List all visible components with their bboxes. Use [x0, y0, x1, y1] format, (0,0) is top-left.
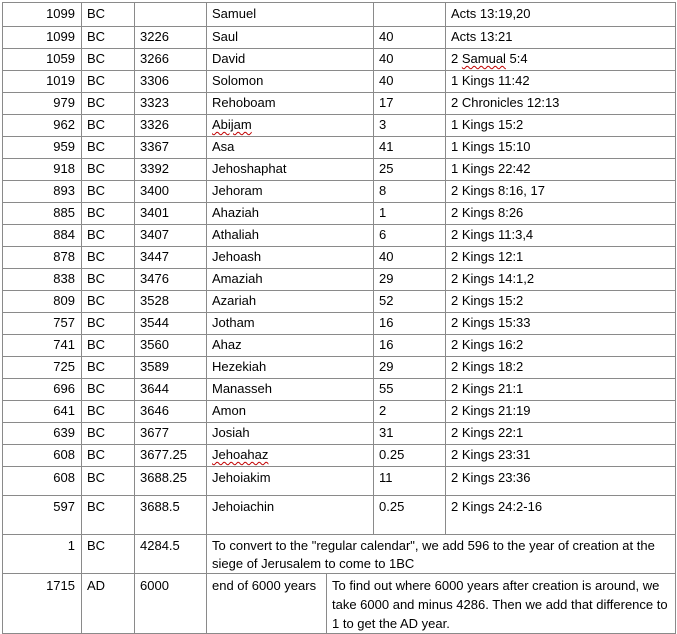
table-row — [3, 291, 676, 313]
reign-years-cell: 29 — [374, 357, 446, 379]
reign-years-cell: 40 — [374, 71, 446, 93]
reign-years-cell: 0.25 — [374, 496, 446, 535]
creation-year-cell: 3323 — [135, 93, 207, 115]
era-cell: BC — [82, 137, 135, 159]
era-cell: BC — [82, 181, 135, 203]
king-name-cell: Samuel — [207, 3, 374, 27]
creation-year-cell: 3400 — [135, 181, 207, 203]
king-name-cell: Ahaz — [207, 335, 374, 357]
creation-year-cell: 3528 — [135, 291, 207, 313]
table-row — [3, 27, 676, 49]
creation-year-cell: 3226 — [135, 27, 207, 49]
scripture-ref-cell: 2 Kings 23:36 — [446, 467, 676, 496]
table-row — [3, 423, 676, 445]
scripture-ref-cell: 2 Kings 16:2 — [446, 335, 676, 357]
year-cell: 885 — [3, 203, 82, 225]
scripture-ref-cell: 2 Kings 11:3,4 — [446, 225, 676, 247]
table-row — [3, 159, 676, 181]
table-row — [3, 467, 676, 496]
scripture-ref-cell: 2 Kings 14:1,2 — [446, 269, 676, 291]
reign-years-cell: 40 — [374, 49, 446, 71]
king-name-cell: Saul — [207, 27, 374, 49]
year-cell: 1019 — [3, 71, 82, 93]
king-name-cell: Jehoshaphat — [207, 159, 374, 181]
year-cell: 741 — [3, 335, 82, 357]
king-name-cell: Amaziah — [207, 269, 374, 291]
scripture-ref-cell: 2 Chronicles 12:13 — [446, 93, 676, 115]
reign-years-cell: 0.25 — [374, 445, 446, 467]
king-name-cell: Hezekiah — [207, 357, 374, 379]
table-row — [3, 181, 676, 203]
era-cell: BC — [82, 225, 135, 247]
creation-year-cell: 3544 — [135, 313, 207, 335]
king-name-cell: Ahaziah — [207, 203, 374, 225]
ad-year-note: To find out where 6000 years after creation is around, we take 6000 and minus 4286. Then we add that difference to 1 to get the AD year. — [327, 574, 676, 634]
scripture-ref-cell: 2 Kings 15:33 — [446, 313, 676, 335]
reign-years-cell: 40 — [374, 27, 446, 49]
era-cell: BC — [82, 27, 135, 49]
year-cell: 725 — [3, 357, 82, 379]
king-name-cell: Azariah — [207, 291, 374, 313]
creation-year-cell: 3677 — [135, 423, 207, 445]
era-cell: BC — [82, 93, 135, 115]
reign-years-cell: 2 — [374, 401, 446, 423]
creation-year-cell: 3367 — [135, 137, 207, 159]
scripture-ref-cell: 2 Kings 8:16, 17 — [446, 181, 676, 203]
era-cell: BC — [82, 313, 135, 335]
king-name-cell: Manasseh — [207, 379, 374, 401]
table-row — [3, 445, 676, 467]
year-cell: 608 — [3, 445, 82, 467]
era-cell: BC — [82, 335, 135, 357]
scripture-ref-cell: 2 Kings 8:26 — [446, 203, 676, 225]
reign-years-cell: 16 — [374, 335, 446, 357]
year-cell: 809 — [3, 291, 82, 313]
year-cell: 959 — [3, 137, 82, 159]
scripture-ref-cell: 2 Kings 21:1 — [446, 379, 676, 401]
year-cell: 639 — [3, 423, 82, 445]
table-row — [3, 71, 676, 93]
scripture-ref-cell: 1 Kings 22:42 — [446, 159, 676, 181]
reign-years-cell: 11 — [374, 467, 446, 496]
year-cell: 918 — [3, 159, 82, 181]
conversion-row — [3, 535, 676, 574]
creation-year-cell: 4284.5 — [135, 535, 207, 574]
table-row — [3, 137, 676, 159]
year-cell: 696 — [3, 379, 82, 401]
king-name-text: Jehoahaz — [212, 447, 269, 462]
scripture-ref-cell: 1 Kings 11:42 — [446, 71, 676, 93]
reign-years-cell: 3 — [374, 115, 446, 137]
era-cell: BC — [82, 269, 135, 291]
scripture-ref-cell — [446, 49, 676, 71]
king-name-cell: Jehoiakim — [207, 467, 374, 496]
reign-years-cell: 41 — [374, 137, 446, 159]
table-row — [3, 401, 676, 423]
year-cell: 1099 — [3, 3, 82, 27]
king-name-cell: Amon — [207, 401, 374, 423]
era-cell: BC — [82, 401, 135, 423]
reign-years-cell: 1 — [374, 203, 446, 225]
reign-years-cell: 52 — [374, 291, 446, 313]
reign-years-cell: 6 — [374, 225, 446, 247]
end-of-years-label: end of 6000 years — [207, 574, 327, 634]
king-name-cell: Jehoiachin — [207, 496, 374, 535]
creation-year-cell: 3392 — [135, 159, 207, 181]
era-cell: BC — [82, 71, 135, 93]
table-row — [3, 313, 676, 335]
king-name-cell — [207, 445, 374, 467]
year-cell: 1 — [3, 535, 82, 574]
year-cell: 597 — [3, 496, 82, 535]
creation-year-cell: 3447 — [135, 247, 207, 269]
king-name-cell: Jotham — [207, 313, 374, 335]
era-cell: BC — [82, 115, 135, 137]
king-name-cell — [207, 115, 374, 137]
era-cell: BC — [82, 379, 135, 401]
table-row — [3, 203, 676, 225]
conversion-note: To convert to the "regular calendar", we add 596 to the year of creation at the siege of Jerusalem to come to 1BC — [207, 535, 676, 574]
king-name-cell: Athaliah — [207, 225, 374, 247]
king-name-text: Abijam — [212, 117, 252, 132]
reign-years-cell — [374, 3, 446, 27]
era-cell: BC — [82, 535, 135, 574]
year-cell: 1099 — [3, 27, 82, 49]
king-name-cell: Asa — [207, 137, 374, 159]
scripture-ref-cell: 1 Kings 15:2 — [446, 115, 676, 137]
table-row — [3, 496, 676, 535]
king-name-cell: David — [207, 49, 374, 71]
ad-row — [3, 574, 676, 634]
scripture-ref-cell: Acts 13:21 — [446, 27, 676, 49]
year-cell: 641 — [3, 401, 82, 423]
scripture-ref-cell: 2 Kings 15:2 — [446, 291, 676, 313]
year-cell: 608 — [3, 467, 82, 496]
era-cell: BC — [82, 3, 135, 27]
era-cell: BC — [82, 203, 135, 225]
era-cell: BC — [82, 357, 135, 379]
scripture-ref-cell: Acts 13:19,20 — [446, 3, 676, 27]
table-row — [3, 357, 676, 379]
era-cell: BC — [82, 423, 135, 445]
era-cell: AD — [82, 574, 135, 634]
table-row — [3, 335, 676, 357]
creation-year-cell: 3688.25 — [135, 467, 207, 496]
era-cell: BC — [82, 445, 135, 467]
reign-years-cell: 16 — [374, 313, 446, 335]
era-cell: BC — [82, 291, 135, 313]
year-cell: 884 — [3, 225, 82, 247]
year-cell: 878 — [3, 247, 82, 269]
king-name-cell: Solomon — [207, 71, 374, 93]
year-cell: 757 — [3, 313, 82, 335]
creation-year-cell: 3560 — [135, 335, 207, 357]
king-name-cell: Josiah — [207, 423, 374, 445]
reign-years-cell: 8 — [374, 181, 446, 203]
table-row — [3, 93, 676, 115]
reign-years-cell: 31 — [374, 423, 446, 445]
year-cell: 838 — [3, 269, 82, 291]
table-row — [3, 49, 676, 71]
creation-year-cell: 3401 — [135, 203, 207, 225]
year-cell: 1715 — [3, 574, 82, 634]
era-cell: BC — [82, 496, 135, 535]
scripture-ref-cell: 2 Kings 12:1 — [446, 247, 676, 269]
table-row — [3, 3, 676, 27]
king-name-cell: Rehoboam — [207, 93, 374, 115]
year-cell: 962 — [3, 115, 82, 137]
year-cell: 1059 — [3, 49, 82, 71]
creation-year-cell: 3266 — [135, 49, 207, 71]
creation-year-cell: 3407 — [135, 225, 207, 247]
reign-years-cell: 25 — [374, 159, 446, 181]
creation-year-cell: 3677.25 — [135, 445, 207, 467]
king-name-cell: Jehoram — [207, 181, 374, 203]
reign-years-cell: 17 — [374, 93, 446, 115]
scripture-ref-text: 2 Samual 5:4 — [451, 51, 528, 66]
creation-year-cell: 3326 — [135, 115, 207, 137]
scripture-ref-cell: 2 Kings 22:1 — [446, 423, 676, 445]
era-cell: BC — [82, 49, 135, 71]
era-cell: BC — [82, 247, 135, 269]
scripture-ref-cell: 2 Kings 21:19 — [446, 401, 676, 423]
reign-years-cell: 29 — [374, 269, 446, 291]
era-cell: BC — [82, 159, 135, 181]
creation-year-cell: 3476 — [135, 269, 207, 291]
creation-year-cell: 3688.5 — [135, 496, 207, 535]
year-cell: 893 — [3, 181, 82, 203]
year-cell: 979 — [3, 93, 82, 115]
scripture-ref-cell: 2 Kings 23:31 — [446, 445, 676, 467]
table-row — [3, 269, 676, 291]
creation-year-cell: 3646 — [135, 401, 207, 423]
scripture-ref-cell: 2 Kings 24:2-16 — [446, 496, 676, 535]
era-cell: BC — [82, 467, 135, 496]
creation-year-cell: 3589 — [135, 357, 207, 379]
scripture-ref-cell: 2 Kings 18:2 — [446, 357, 676, 379]
table-row — [3, 379, 676, 401]
table-row — [3, 115, 676, 137]
scripture-ref-cell: 1 Kings 15:10 — [446, 137, 676, 159]
creation-year-cell: 3306 — [135, 71, 207, 93]
creation-year-cell: 6000 — [135, 574, 207, 634]
creation-year-cell — [135, 3, 207, 27]
reign-years-cell: 40 — [374, 247, 446, 269]
king-name-cell: Jehoash — [207, 247, 374, 269]
reign-years-cell: 55 — [374, 379, 446, 401]
chronology-table — [2, 2, 676, 634]
table-row — [3, 247, 676, 269]
table-row — [3, 225, 676, 247]
creation-year-cell: 3644 — [135, 379, 207, 401]
